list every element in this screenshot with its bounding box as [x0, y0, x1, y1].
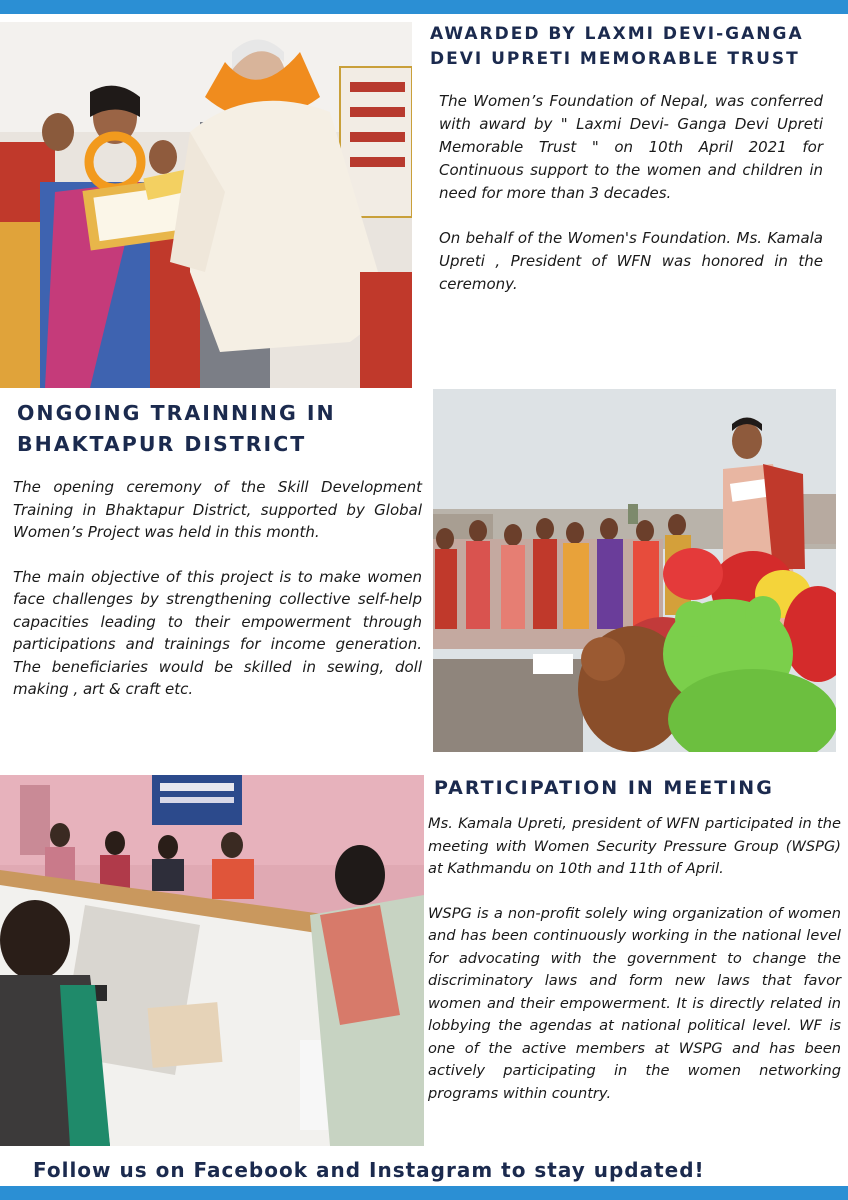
- meeting-text: [428, 813, 841, 1105]
- award-paragraph: The Women’s Foundation of Nepal, was conferred with award by " Laxmi Devi- Ganga Devi Upreti Memorable Trust " on 10th April 2021 for Continuous support to the women and children in need for more than 3 decades.: [439, 92, 823, 202]
- top-accent-bar: [0, 0, 848, 14]
- meeting-heading: PARTICIPATION IN MEETING: [434, 777, 774, 799]
- award-text: [439, 90, 823, 296]
- footer-follow-text: Follow us on Facebook and Instagram to stay updated!: [33, 1158, 705, 1182]
- training-doll-making-photo: [433, 389, 836, 752]
- meeting-room-photo: [0, 775, 424, 1146]
- award-ceremony-photo: [0, 22, 412, 388]
- meeting-paragraph: Ms. Kamala Upreti, president of WFN participated in the meeting with Women Security Pressure Group (WSPG) at Kathmandu on 10th and 11th of April.: [428, 815, 841, 877]
- meeting-paragraph: WSPG is a non-profit solely wing organization of women and has been continuously working in the national level for advocating with the government to change the discriminatory laws and form new laws that favor women and their empowerment. It is directly related in lobbying the agendas at national political level. WF is one of the active members at WSPG and has been actively participating in the women networking programs within country.: [428, 904, 841, 1102]
- training-text: [13, 476, 422, 701]
- training-paragraph: The opening ceremony of the Skill Development Training in Bhaktapur District, supported by Global Women’s Project was held in this month.: [13, 478, 422, 541]
- bottom-accent-bar: [0, 1186, 848, 1200]
- training-paragraph: The main objective of this project is to make women face challenges by strengthening collective self-help capacities leading to their empowerment through participations and trainings for income generation. The beneficiaries would be skilled in sewing, doll making , art & craft etc.: [13, 567, 422, 698]
- award-heading: AWARDED BY LAXMI DEVI-GANGA DEVI UPRETI MEMORABLE TRUST: [430, 24, 804, 69]
- award-paragraph: On behalf of the Women's Foundation. Ms. Kamala Upreti , President of WFN was honored in the ceremony.: [439, 229, 823, 293]
- training-heading: ONGOING TRAINNING IN BHAKTAPUR DISTRICT: [17, 401, 336, 456]
